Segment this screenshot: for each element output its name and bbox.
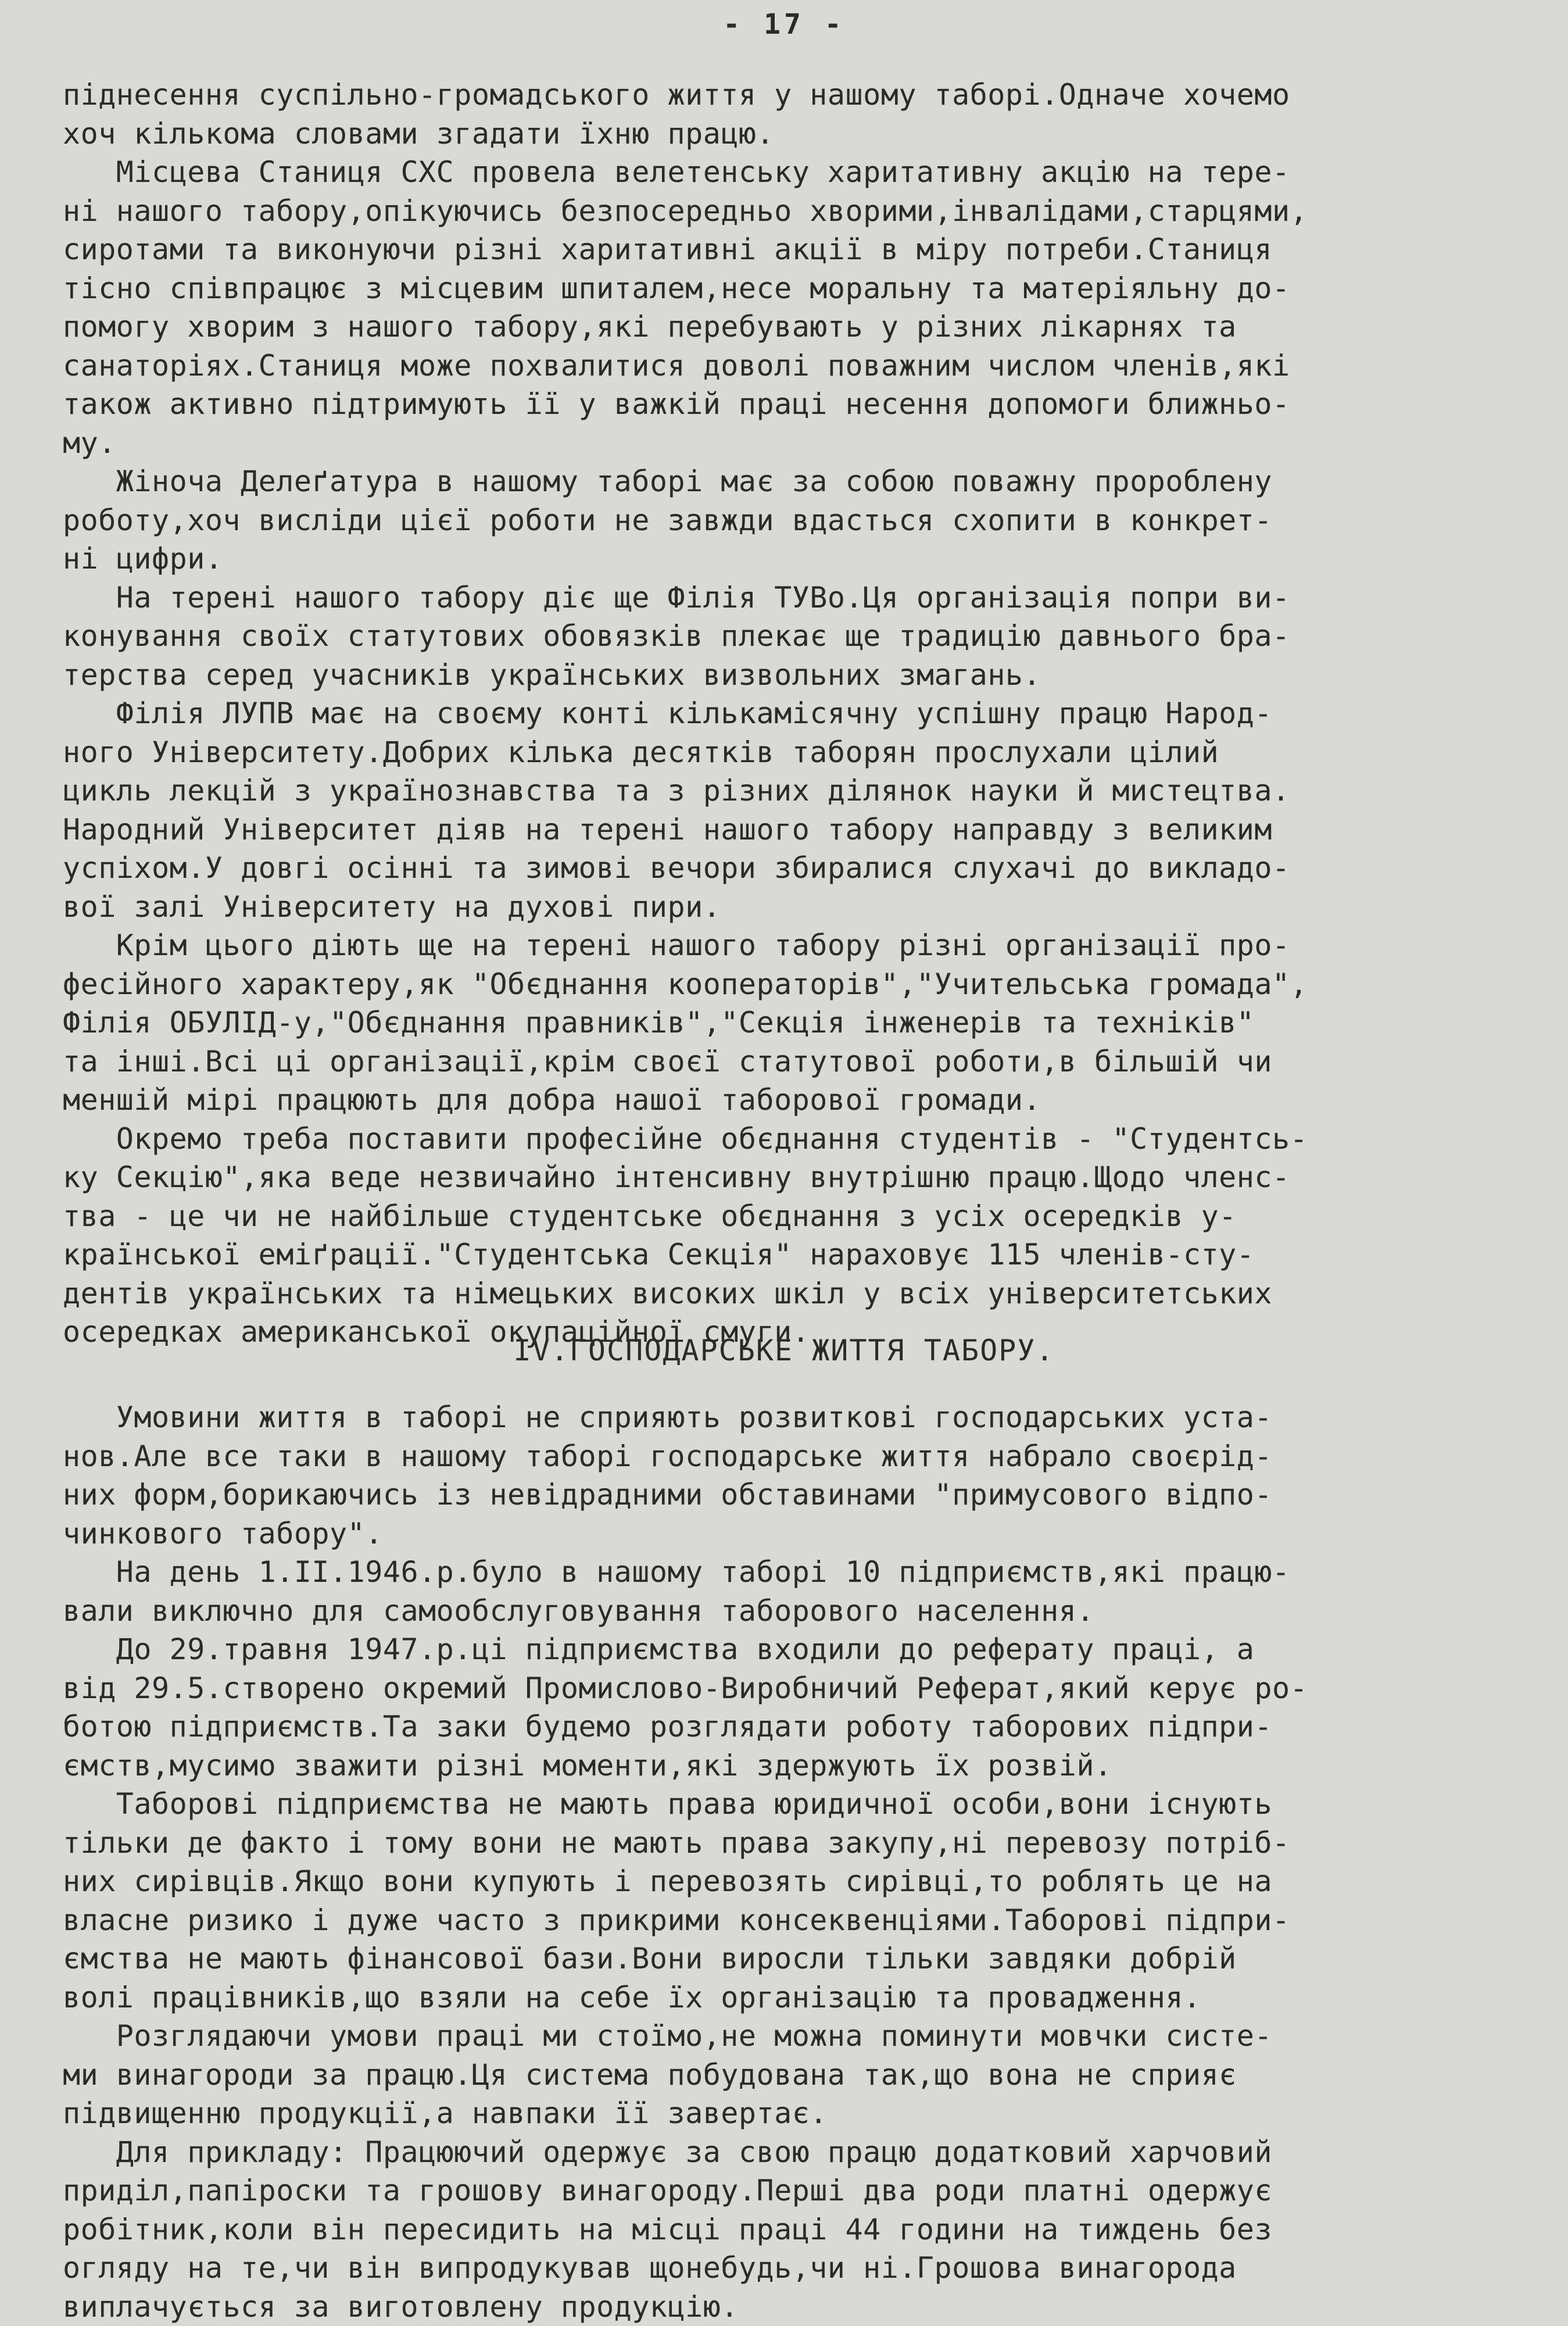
section-heading: IV.ГОСПОДАРСЬКЕ ЖИТТЯ ТАБОРУ. bbox=[0, 1331, 1568, 1370]
text-line: також активно підтримують її у важкій праці несення допомоги ближньо- bbox=[63, 385, 1516, 424]
text-line: Окремо треба поставити професійне обєднання студентів - "Студентсь- bbox=[63, 1120, 1516, 1159]
text-line: сиротами та виконуючи різні харитативні акції в міру потреби.Станиця bbox=[63, 230, 1516, 269]
text-line: терства серед учасників українських визвольних змагань. bbox=[63, 656, 1516, 695]
text-line: дентів українських та німецьких високих шкіл у всіх університетських bbox=[63, 1274, 1516, 1313]
text-line: На день 1.II.1946.р.було в нашому таборі 10 підприємств,які працю- bbox=[63, 1553, 1516, 1592]
text-line: му. bbox=[63, 424, 1516, 463]
text-line: меншій мірі працюють для добра нашої таборової громади. bbox=[63, 1081, 1516, 1120]
text-line: тільки де факто і тому вони не мають права закупу,ні перевозу потріб- bbox=[63, 1824, 1516, 1863]
text-line: підвищенню продукції,а навпаки її завертає. bbox=[63, 2094, 1516, 2133]
text-line: Умовини життя в таборі не сприяють розвиткові господарських уста- bbox=[63, 1398, 1516, 1437]
text-line: Філія ЛУПВ має на своєму конті кількамісячну успішну працю Народ- bbox=[63, 694, 1516, 733]
section-economy-text bbox=[63, 1398, 1516, 2326]
text-line: роботу,хоч висліди цієї роботи не завжди вдасться схопити в конкрет- bbox=[63, 501, 1516, 540]
text-line: та інші.Всі ці організації,крім своєї статутової роботи,в більшій чи bbox=[63, 1042, 1516, 1081]
text-line: До 29.травня 1947.р.ці підприємства входили до реферату праці, а bbox=[63, 1630, 1516, 1669]
text-line: робітник,коли він пересидить на місці праці 44 години на тиждень без bbox=[63, 2210, 1516, 2249]
text-line: ку Секцію",яка веде незвичайно інтенсивну внутрішню працю.Щодо членс- bbox=[63, 1158, 1516, 1197]
text-line: ботою підприємств.Та заки будемо розглядати роботу таборових підпри- bbox=[63, 1707, 1516, 1746]
text-line: країнської еміґрації."Студентська Секція" нараховує 115 членів-сту- bbox=[63, 1235, 1516, 1274]
text-line: Таборові підприємства не мають права юридичної особи,вони існують bbox=[63, 1785, 1516, 1824]
text-line: виплачується за виготовлену продукцію. bbox=[63, 2288, 1516, 2326]
text-line: ми винагороди за працю.Ця система побудована так,що вона не сприяє bbox=[63, 2056, 1516, 2095]
text-line: них сирівців.Якщо вони купують і перевозять сирівці,то роблять це на bbox=[63, 1862, 1516, 1901]
text-line: них форм,борикаючись із невідрадними обставинами "примусового відпо- bbox=[63, 1475, 1516, 1514]
text-line: Жіноча Делеґатура в нашому таборі має за собою поважну пророблену bbox=[63, 462, 1516, 501]
text-line: чинкового табору". bbox=[63, 1514, 1516, 1553]
text-line: осередках американської окупаційної смуги. bbox=[63, 1313, 1516, 1352]
text-line: від 29.5.створено окремий Промислово-Виробничий Реферат,який керує ро- bbox=[63, 1669, 1516, 1708]
text-line: ного Університету.Добрих кілька десятків таборян прослухали цілий bbox=[63, 733, 1516, 772]
text-line: власне ризико і дуже часто з прикрими консеквенціями.Таборові підпри- bbox=[63, 1901, 1516, 1940]
text-line: санаторіях.Станиця може похвалитися доволі поважним числом членів,які bbox=[63, 346, 1516, 385]
text-line: ємств,мусимо зважити різні моменти,які здержують їх розвій. bbox=[63, 1746, 1516, 1785]
text-line: хоч кількома словами згадати їхню працю. bbox=[63, 115, 1516, 153]
text-line: фесійного характеру,як "Обєднання кооператорів","Учительська громада", bbox=[63, 965, 1516, 1004]
text-line: Філія ОБУЛІД-у,"Обєднання правників","Секція інженерів та техніків" bbox=[63, 1003, 1516, 1042]
text-line: приділ,папіроски та грошову винагороду.Перші два роди платні одержує bbox=[63, 2171, 1516, 2210]
text-line: нов.Але все таки в нашому таборі господарське життя набрало своєрід- bbox=[63, 1437, 1516, 1476]
text-line: На терені нашого табору діє ще Філія ТУВо.Ця організація попри ви- bbox=[63, 578, 1516, 617]
text-line: тісно співпрацює з місцевим шпиталем,несе моральну та матеріяльну до- bbox=[63, 269, 1516, 308]
text-line: Для прикладу: Працюючий одержує за свою працю додатковий харчовий bbox=[63, 2133, 1516, 2172]
page-number: - 17 - bbox=[0, 8, 1568, 41]
text-line: Розглядаючи умови праці ми стоїмо,не можна поминути мовчки систе- bbox=[63, 2017, 1516, 2056]
text-line: волі працівників,що взяли на себе їх організацію та провадження. bbox=[63, 1978, 1516, 2017]
text-line: успіхом.У довгі осінні та зимові вечори збиралися слухачі до викладо- bbox=[63, 849, 1516, 888]
text-line: ємства не мають фінансової бази.Вони виросли тільки завдяки добрій bbox=[63, 1939, 1516, 1978]
text-line: вої залі Університету на духові пири. bbox=[63, 888, 1516, 927]
text-line: тва - це чи не найбільше студентське обєднання з усіх осередків у- bbox=[63, 1197, 1516, 1236]
text-line: огляду на те,чи він випродукував щонебудь,чи ні.Грошова винагорода bbox=[63, 2249, 1516, 2288]
text-line: цикль лекцій з українознавства та з різних ділянок науки й мистецтва. bbox=[63, 771, 1516, 810]
text-line: вали виключно для самообслуговування таборового населення. bbox=[63, 1592, 1516, 1631]
text-line: Крім цього діють ще на терені нашого табору різні організації про- bbox=[63, 926, 1516, 965]
text-line: конування своїх статутових обовязків плекає ще традицію давнього бра- bbox=[63, 617, 1516, 656]
text-line: ні цифри. bbox=[63, 539, 1516, 578]
text-line: Місцева Станиця СХС провела велетенську харитативну акцію на тере- bbox=[63, 153, 1516, 192]
text-line: помогу хворим з нашого табору,які перебувають у різних лікарнях та bbox=[63, 308, 1516, 346]
text-line: Народний Університет діяв на терені нашого табору направду з великим bbox=[63, 810, 1516, 849]
section-organizations-text bbox=[63, 76, 1516, 1352]
text-line: ні нашого табору,опікуючись безпосередньо хворими,інвалідами,старцями, bbox=[63, 192, 1516, 231]
text-line: піднесення суспільно-громадського життя у нашому таборі.Одначе хочемо bbox=[63, 76, 1516, 115]
